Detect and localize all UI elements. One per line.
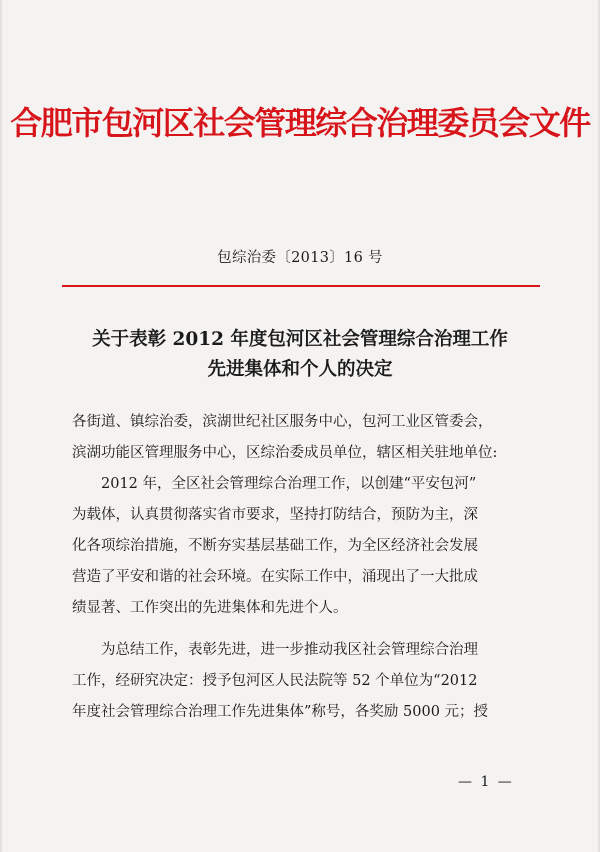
paragraph-1-line: 绩显著、工作突出的先进集体和先进个人。	[72, 600, 348, 616]
paragraph-2-line: 年度社会管理综合治理工作先进集体”称号，各奖励 5000 元；授	[72, 704, 489, 720]
paragraph-2-line: 工作，经研究决定：授予包河区人民法院等 52 个单位为“2012	[72, 673, 478, 689]
paragraph-2-line: 为总结工作，表彰先进，进一步推动我区社会管理综合治理	[101, 642, 478, 658]
addressee-line: 各街道、镇综治委，滨湖世纪社区服务中心，包河工业区管委会，	[72, 414, 493, 430]
paragraph-gap	[72, 624, 520, 635]
paragraph-1-line: 营造了平安和谐的社会环境。在实际工作中，涌现出了一大批成	[72, 569, 478, 585]
page-number: — 1 —	[458, 774, 514, 790]
decision-title	[0, 325, 600, 385]
paragraph-1-line: 化各项综治措施，不断夯实基层基础工作，为全区经济社会发展	[72, 538, 478, 554]
document-masthead: 合肥市包河区社会管理综合治理委员会文件	[10, 104, 590, 142]
red-separator-rule	[62, 285, 540, 287]
title-line-1: 关于表彰 2012 年度包河区社会管理综合治理工作	[92, 329, 508, 350]
paragraph-1-line: 2012 年，全区社会管理综合治理工作，以创建“平安包河”	[101, 476, 477, 492]
paragraph-1-line: 为载体，认真贯彻落实省市要求，坚持打防结合，预防为主，深	[72, 507, 478, 523]
document-body	[72, 407, 520, 728]
title-line-2: 先进集体和个人的决定	[207, 359, 393, 380]
document-number: 包综治委〔2013〕16 号	[217, 250, 383, 266]
addressee-line: 滨湖功能区管理服务中心，区综治委成员单位，辖区相关驻地单位:	[72, 445, 498, 461]
